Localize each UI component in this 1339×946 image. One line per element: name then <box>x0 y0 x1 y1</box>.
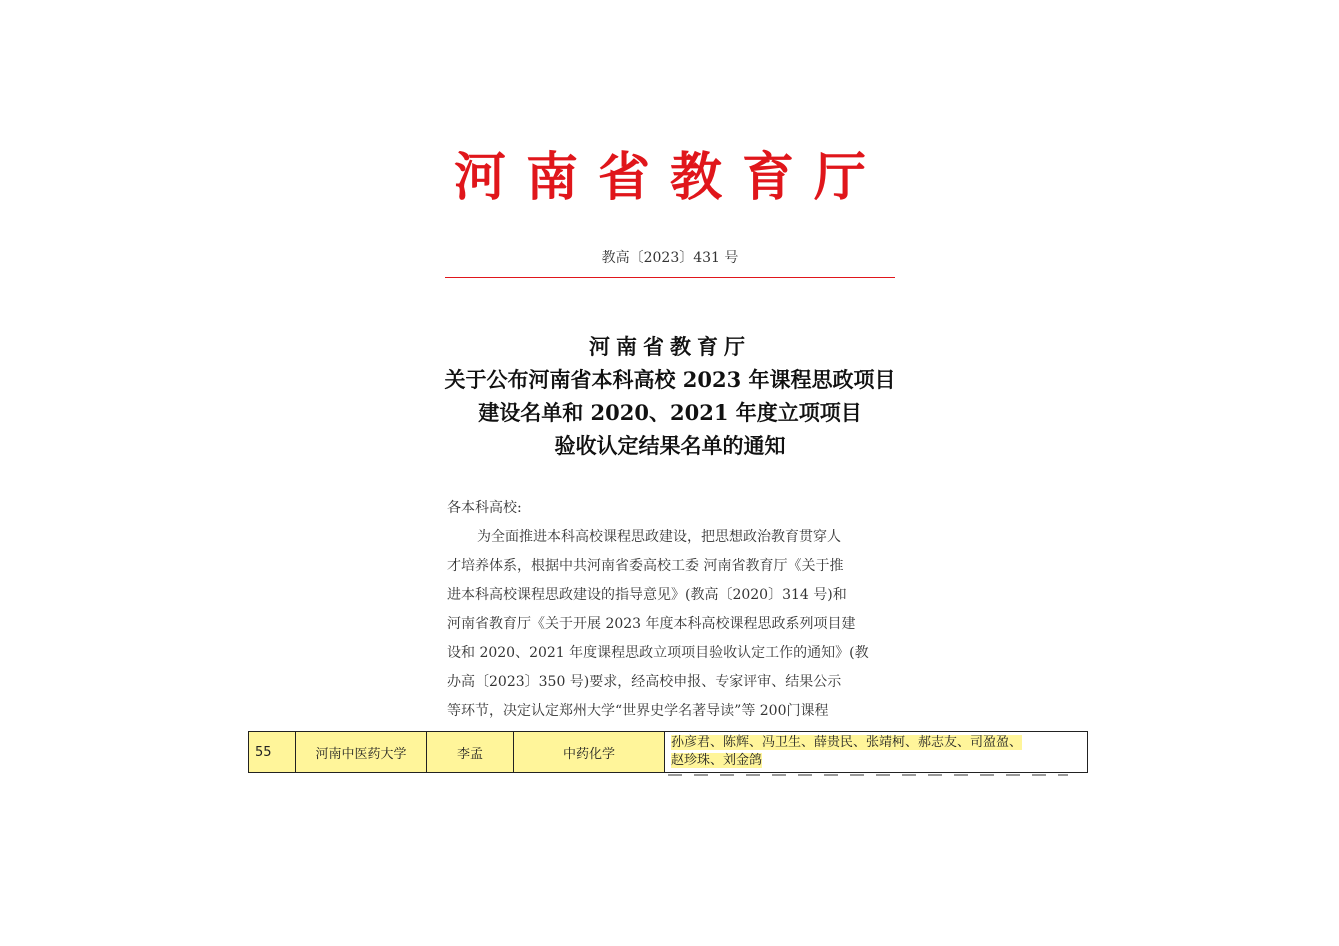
row-number: 55 <box>249 732 296 773</box>
body-line: 河南省教育厅《关于开展 2023 年度本科高校课程思政系列项目建 <box>447 616 856 632</box>
salutation: 各本科高校: <box>447 500 522 516</box>
members-line-1: 孙彦君、陈辉、冯卫生、薛贵民、张靖柯、郝志友、司盈盈、 <box>671 735 1023 750</box>
title-line-2: 关于公布河南省本科高校 2023 年课程思政项目 <box>444 367 896 392</box>
school-cell: 河南中医药大学 <box>296 732 427 773</box>
table-row <box>249 732 1088 773</box>
course-cell: 中药化学 <box>514 732 665 773</box>
members-line-2: 赵珍珠、刘金鸽 <box>671 753 763 768</box>
body-line: 才培养体系，根据中共河南省委高校工委 河南省教育厅《关于推 <box>447 558 844 574</box>
body-line: 为全面推进本科高校课程思政建设，把思想政治教育贯穿人 <box>477 529 841 545</box>
document-number: 教高〔2023〕431 号 <box>601 250 739 266</box>
body-line: 等环节，决定认定郑州大学“世界史学名著导读”等 200门课程 <box>447 703 829 719</box>
issuer-masthead: 河南省教育厅 <box>453 147 886 208</box>
body-line: 办高〔2023〕350 号)要求，经高校申报、专家评审、结果公示 <box>447 674 842 690</box>
leader-cell: 李孟 <box>427 732 514 773</box>
title-line-3: 建设名单和 2020、2021 年度立项项目 <box>478 400 862 425</box>
red-divider <box>445 277 895 278</box>
cropped-next-row <box>668 774 1068 776</box>
title-line-1: 河南省教育厅 <box>589 334 751 359</box>
notice-body <box>447 523 897 726</box>
members-cell <box>665 732 1088 773</box>
body-line: 设和 2020、2021 年度课程思政立项项目验收认定工作的通知》(教 <box>447 645 869 661</box>
title-line-4: 验收认定结果名单的通知 <box>554 433 786 458</box>
table-excerpt <box>248 731 1088 775</box>
body-line: 进本科高校课程思政建设的指导意见》(教高〔2020〕314 号)和 <box>447 587 847 603</box>
notice-title <box>420 330 920 462</box>
project-table-row <box>248 731 1088 773</box>
